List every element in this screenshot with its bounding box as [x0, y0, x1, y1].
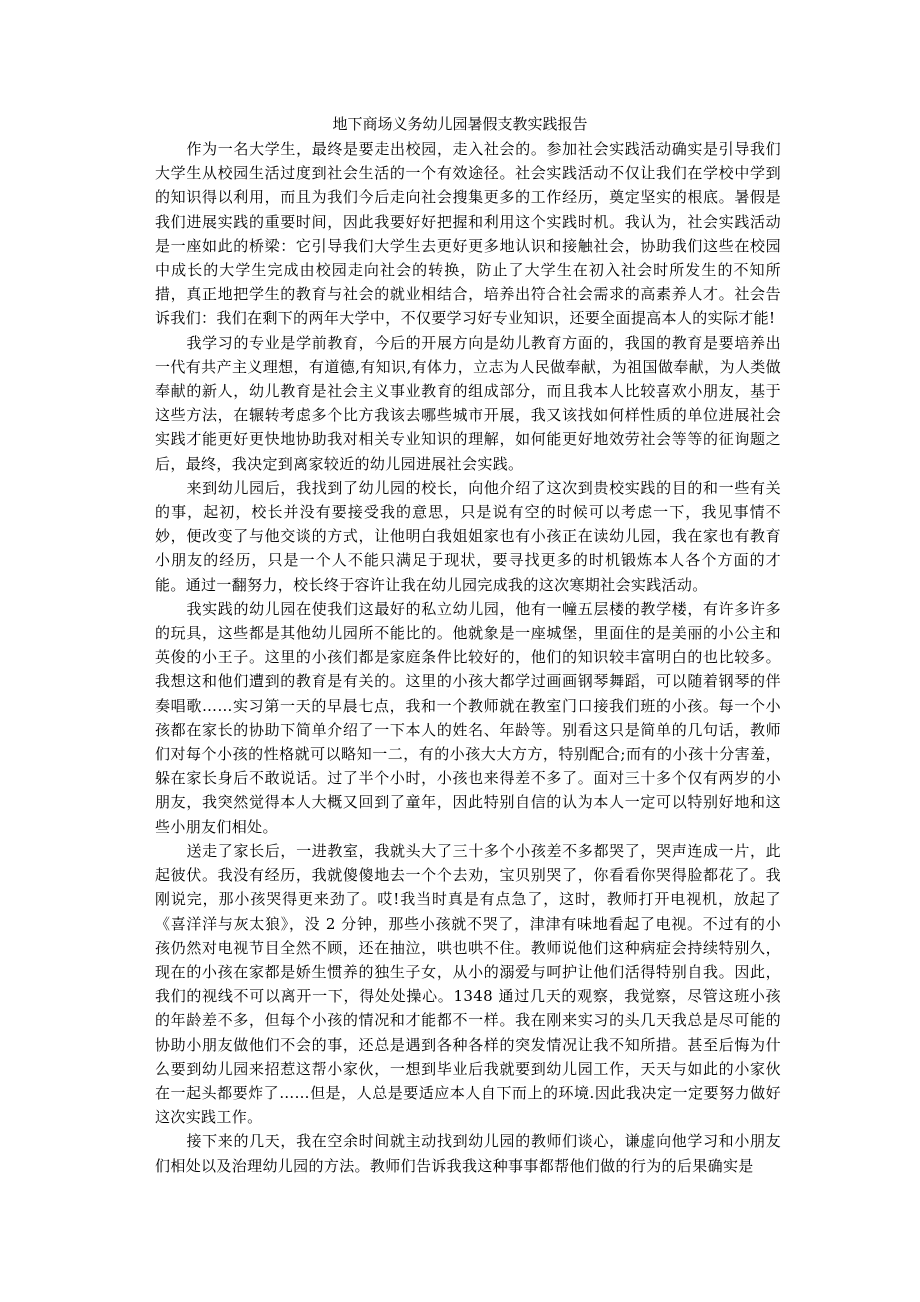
paragraph: 接下来的几天，我在空余时间就主动找到幼儿园的教师们谈心，谦虚向他学习和小朋友们相处以及治理幼儿园的方法。教师们告诉我我这种事事都帮他们做的行为的后果确实是 [155, 1132, 781, 1175]
paragraph: 来到幼儿园后，我找到了幼儿园的校长，向他介绍了这次到贵校实践的目的和一些有关的事，起初，校长并没有要接受我的意思，只是说有空的时候可以考虑一下，我见事情不妙，便改变了与他交谈的方式，让他明白我姐姐家也有小孩正在读幼儿园，我在家也有教育小朋友的经历，只是一个人不能只满足于现状，要寻找更多的时机锻炼本人各个方面的才能。通过一翻努力，校长终于容许让我在幼儿园完成我的这次寒期社会实践活动。 [155, 478, 781, 594]
document-title: 地下商场义务幼儿园暑假支教实践报告 [332, 115, 588, 133]
paragraph: 我实践的幼儿园在使我们这最好的私立幼儿园，他有一幢五层楼的教学楼，有许多许多的玩具，这些都是其他幼儿园所不能比的。他就象是一座城堡，里面住的是美丽的小公主和英俊的小王子。这里的小孩们都是家庭条件比较好的，他们的知识较丰富明白的也比较多。我想这和他们遭到的教育是有关的。这里的小孩大都学过画画钢琴舞蹈，可以随着钢琴的伴奏唱歌……实习第一天的早晨七点，我和一个教师就在教室门口接我们班的小孩。每一个小孩都在家长的协助下简单介绍了一下本人的姓名、年龄等。别看这只是简单的几句话，教师们对每个小孩的性格就可以略知一二，有的小孩大大方方，特别配合;而有的小孩十分害羞，躲在家长身后不敢说话。过了半个小时，小孩也来得差不多了。面对三十多个仅有两岁的小朋友，我突然觉得本人大概又回到了童年，因此特别自信的认为本人一定可以特别好地和这些小朋友们相处。 [155, 599, 781, 836]
document-body [155, 137, 781, 1178]
paragraph: 我学习的专业是学前教育，今后的开展方向是幼儿教育方面的，我国的教育是要培养出一代有共产主义理想，有道德,有知识,有体力，立志为人民做奉献，为祖国做奉献，为人类做奉献的新人，幼儿教育是社会主义事业教育的组成部分，而且我本人比较喜欢小朋友，基于这些方法，在辗转考虑多个比方我该去哪些城市开展，我又该找如何样性质的单位进展社会实践才能更好更快地协助我对相关专业知识的理解，如何能更好地效劳社会等等的征询题之后，最终，我决定到离家较近的幼儿园进展社会实践。 [155, 333, 781, 473]
paragraph: 送走了家长后，一进教室，我就头大了三十多个小孩差不多都哭了，哭声连成一片，此起彼伏。我没有经历，我就傻傻地去一个个去劝，宝贝别哭了，你看看你哭得脸都花了。我刚说完，那小孩哭得更来劲了。哎!我当时真是有点急了，这时，教师打开电视机，放起了《喜洋洋与灰太狼》，没 2 分钟，那些小孩就不哭了，津津有味地看起了电视。不过有的小孩仍然对电视节目全然不顾，还在抽泣，哄也哄不住。教师说他们这种病症会持续特别久，现在的小孩在家都是娇生惯养的独生子女，从小的溺爱与呵护让他们活得特别自我。因此，我们的视线不可以离开一下，得处处操心。1348 通过几天的观察，我觉察，尽管这班小孩的年龄差不多，但每个小孩的情况和才能都不一样。我在刚来实习的头几天我总是尽可能的协助小朋友做他们不会的事，还总是遇到各种各样的突发情况让我不知所措。甚至后悔为什么要到幼儿园来招惹这帮小家伙，一想到毕业后我就要到幼儿园工作，天天与如此的小家伙在一起头都要炸了……但是，人总是要适应本人自下而上的环境.因此我决定一定要努力做好这次实践工作。 [155, 841, 781, 1127]
paragraph: 作为一名大学生，最终是要走出校园，走入社会的。参加社会实践活动确实是引导我们大学生从校园生活过度到社会生活的一个有效途径。社会实践活动不仅让我们在学校中学到的知识得以利用，而且为我们今后走向社会搜集更多的工作经历，奠定坚实的根底。暑假是我们进展实践的重要时间，因此我要好好把握和利用这个实践时机。我认为，社会实践活动是一座如此的桥梁：它引导我们大学生去更好更多地认识和接触社会，协助我们这些在校园中成长的大学生完成由校园走向社会的转换，防止了大学生在初入社会时所发生的不知所措，真正地把学生的教育与社会的就业相结合，培养出符合社会需求的高素养人才。社会告诉我们：我们在剩下的两年大学中，不仅要学习好专业知识，还要全面提高本人的实际才能! [155, 140, 781, 328]
